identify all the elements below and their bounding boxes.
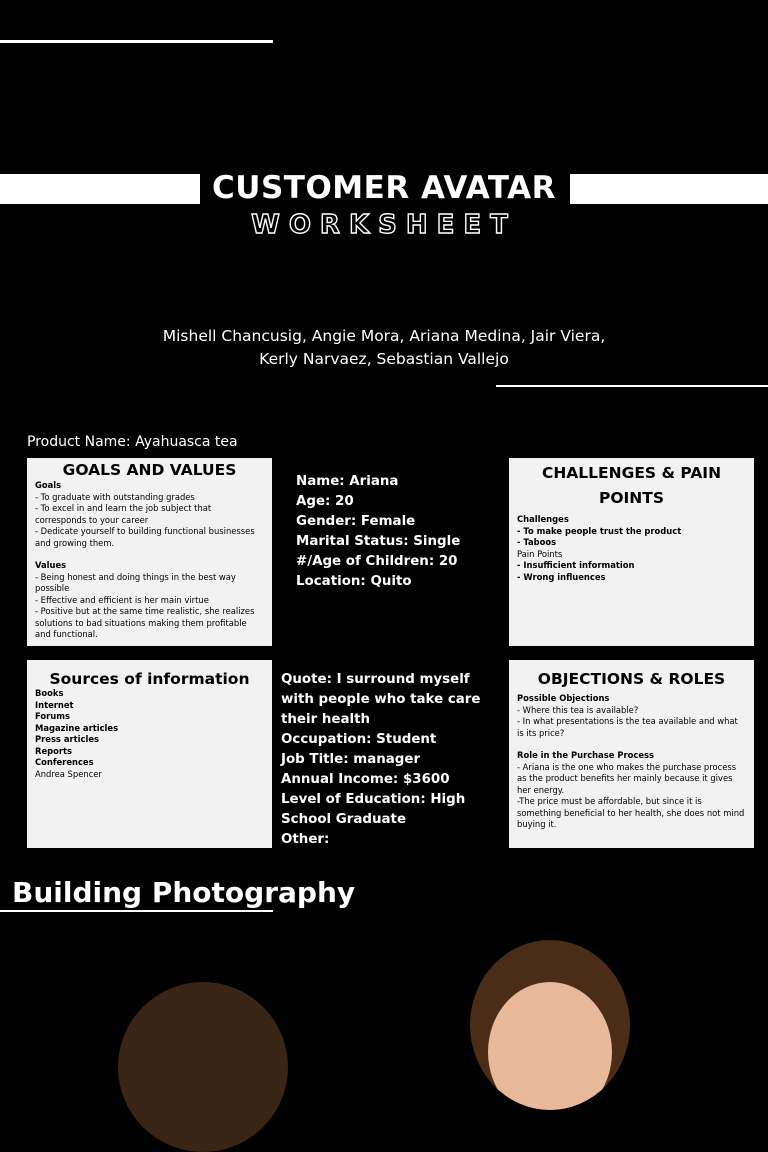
source-item: Internet <box>35 699 74 710</box>
challenge-item: - Taboos <box>517 537 557 547</box>
objections-body <box>517 693 746 831</box>
education-level-cont: School Graduate <box>281 812 407 827</box>
profile-gender: Gender: Female <box>296 514 416 529</box>
source-item: Books <box>35 688 64 698</box>
source-item: Magazine articles <box>35 722 119 733</box>
pain-point-item: - Wrong influences <box>517 571 606 582</box>
sources-card <box>27 660 272 848</box>
authors-line-2: Kerly Narvaez, Sebastian Vallejo <box>259 350 509 368</box>
occupation-details <box>281 670 481 850</box>
goal-item: - To excel in and learn the job subject that corresponds to your career <box>35 503 212 525</box>
product-name: Product Name: Ayahuasca tea <box>27 434 238 450</box>
objection-item: - Where this tea is available? <box>517 704 639 715</box>
values-label: Values <box>35 560 67 570</box>
profile-location: Location: Quito <box>296 574 412 589</box>
challenges-label: Challenges <box>517 514 569 524</box>
quote-line: Quote: I surround myself <box>281 672 470 687</box>
objections-card <box>509 660 754 848</box>
goals-values-title: GOALS AND VALUES <box>62 461 237 479</box>
objection-item: - In what presentations is the tea available and what is its price? <box>517 716 738 738</box>
source-item: Forums <box>35 711 70 721</box>
objections-title: OBJECTIONS & ROLES <box>537 670 726 688</box>
pain-point-item: - Insufficient information <box>517 560 635 570</box>
objections-label: Possible Objections <box>517 693 610 703</box>
challenges-body <box>517 514 746 583</box>
profile-children: #/Age of Children: 20 <box>296 554 458 569</box>
profile-name: Name: Ariana <box>296 474 399 489</box>
page-title: CUSTOMER AVATAR <box>0 170 768 206</box>
profile-age: Age: 20 <box>296 494 354 509</box>
challenges-title: CHALLENGES & PAIN POINTS <box>541 464 722 507</box>
source-item: Conferences <box>35 757 94 767</box>
goals-label: Goals <box>35 480 62 490</box>
avatar-right <box>470 940 630 1110</box>
top-divider-line <box>0 40 273 43</box>
goals-values-body <box>35 480 264 641</box>
challenge-item: - To make people trust the product <box>517 525 682 536</box>
quote-line: their health <box>281 712 371 727</box>
other: Other: <box>281 832 330 847</box>
avatar-left <box>118 982 288 1152</box>
challenges-card <box>509 458 754 646</box>
source-item: Reports <box>35 745 72 756</box>
profile-marital-status: Marital Status: Single <box>296 534 461 549</box>
source-person: Andrea Spencer <box>35 768 102 779</box>
authors-line-1: Mishell Chancusig, Angie Mora, Ariana Medina, Jair Viera, <box>162 327 606 345</box>
authors <box>0 325 768 371</box>
profile-details <box>296 472 460 592</box>
job-title: Job Title: manager <box>281 752 421 767</box>
sources-list <box>35 688 264 780</box>
role-item: -The price must be affordable, but since it is something beneficial to her health, she does not mind buying it. <box>517 796 745 829</box>
goal-item: - To graduate with outstanding grades <box>35 491 195 502</box>
goals-values-card <box>27 458 272 646</box>
photo-heading-underline <box>0 910 273 912</box>
page-subtitle: WORKSHEET <box>251 210 517 240</box>
goal-item: - Dedicate yourself to building functional businesses and growing them. <box>35 526 255 548</box>
occupation: Occupation: Student <box>281 732 437 747</box>
pain-points-label: Pain Points <box>517 548 563 559</box>
value-item: - Positive but at the same time realistic, she realizes solutions to bad situations making them profitable and functional. <box>35 606 255 639</box>
quote-line: with people who take care <box>281 692 481 707</box>
role-label: Role in the Purchase Process <box>517 750 655 760</box>
value-item: - Being honest and doing things in the best way possible <box>35 571 236 593</box>
education-level: Level of Education: High <box>281 792 466 807</box>
avatar-right-face <box>488 982 612 1110</box>
authors-divider-line <box>496 385 768 387</box>
sources-title: Sources of information <box>49 670 250 688</box>
annual-income: Annual Income: $3600 <box>281 772 450 787</box>
source-item: Press articles <box>35 734 99 744</box>
value-item: - Effective and efficient is her main virtue <box>35 594 209 605</box>
role-item: - Ariana is the one who makes the purchase process as the product benefits her mainly because it gives her energy. <box>517 761 737 795</box>
photo-section-heading: Building Photography <box>12 876 356 909</box>
